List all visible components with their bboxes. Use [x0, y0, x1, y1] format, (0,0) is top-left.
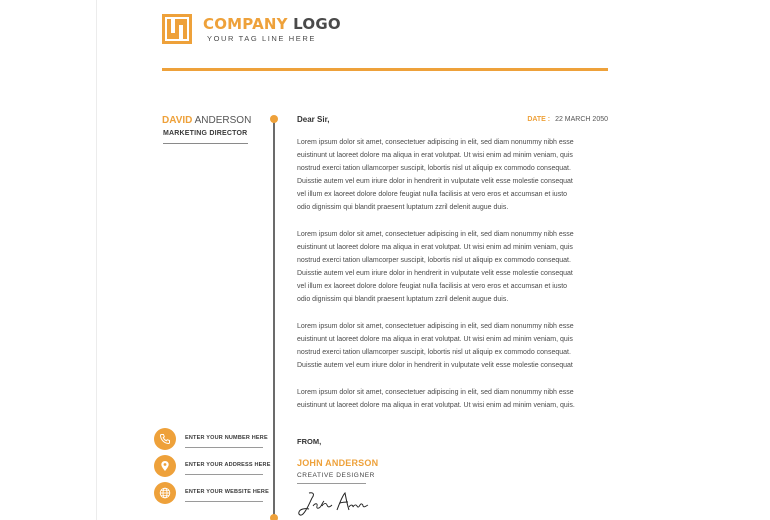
- date-label: DATE :: [527, 116, 551, 123]
- letter-paragraph-4: [297, 386, 610, 412]
- paragraph-line: Lorem ipsum dolor sit amet, consectetuer adipiscing in elit, sed diam nonummy nibh esse: [297, 323, 574, 330]
- sender-name: [162, 115, 251, 127]
- paragraph-line: euistinunt ut laoreet dolore ma aliqua in erat volutpat. Ut wisi enim ad minim veniam, quis: [297, 152, 573, 159]
- signer-divider: [297, 483, 366, 484]
- globe-icon: [154, 482, 176, 504]
- paragraph-line: nostrud exerci tation ullamcorper suscipit, lobortis nisl ut aliquip ex commodo consequat.: [297, 257, 571, 264]
- paragraph-line: Duisstie autem vel eum iriure dolor in hendrerit in vulputate velit esse molestie consequat: [297, 178, 573, 185]
- vertical-timeline: [273, 119, 275, 518]
- contact-phone: [154, 428, 269, 450]
- logo-company-word: COMPANY: [203, 15, 288, 33]
- sender-first-name: DAVID: [162, 115, 193, 126]
- timeline-dot-top: [270, 115, 278, 123]
- logo-word: LOGO: [293, 15, 341, 33]
- letter-paragraph-1: [297, 136, 610, 214]
- sender-last-name: ANDERSON: [194, 115, 252, 126]
- sender-divider: [163, 143, 248, 144]
- letter-paragraph-3: [297, 320, 610, 372]
- paragraph-line: nostrud exerci tation ullamcorper suscipit, lobortis nisl ut aliquip ex commodo consequat.: [297, 165, 571, 172]
- contact-address-underline: [185, 474, 263, 475]
- contact-phone-underline: [185, 447, 263, 448]
- page-left-edge: [96, 0, 97, 520]
- tagline: YOUR TAG LINE HERE: [207, 34, 316, 43]
- paragraph-line: vel illum ex laoreet dolore dolore feugiat nulla facilisis at vero eros et accumsan et iusto: [297, 191, 568, 198]
- paragraph-line: Duisstie autem vel eum iriure dolor in hendrerit in vulputate velit esse molestie consequat: [297, 362, 573, 369]
- paragraph-line: Duisstie autem vel eum iriure dolor in hendrerit in vulputate velit esse molestie consequat: [297, 270, 573, 277]
- paragraph-line: Lorem ipsum dolor sit amet, consectetuer adipiscing in elit, sed diam nonummy nibh esse: [297, 139, 574, 146]
- paragraph-line: odio dignissim qui blandit praesent luptatum zzril delenit augue duis.: [297, 204, 509, 211]
- date-value: 22 MARCH 2050: [555, 116, 608, 123]
- company-logo-icon: [162, 14, 192, 44]
- letter-paragraph-2: [297, 228, 610, 306]
- paragraph-line: odio dignissim qui blandit praesent luptatum zzril delenit augue duis.: [297, 296, 509, 303]
- contact-website-label: ENTER YOUR WEBSITE HERE: [185, 489, 269, 495]
- contact-address-label: ENTER YOUR ADDRESS HERE: [185, 462, 271, 468]
- sender-title: MARKETING DIRECTOR: [163, 130, 248, 137]
- paragraph-line: nostrud exerci tation ullamcorper suscipit, lobortis nisl ut aliquip ex commodo consequat.: [297, 349, 571, 356]
- location-pin-icon: [154, 455, 176, 477]
- signer-name: JOHN ANDERSON: [297, 458, 379, 468]
- paragraph-line: Lorem ipsum dolor sit amet, consectetuer adipiscing in elit, sed diam nonummy nibh esse: [297, 231, 574, 238]
- phone-icon: [154, 428, 176, 450]
- handwritten-signature: [297, 490, 372, 518]
- contact-website-underline: [185, 501, 263, 502]
- letter-date: [480, 116, 608, 123]
- from-label: FROM,: [297, 437, 322, 446]
- company-logo-text: [203, 16, 341, 32]
- paragraph-line: euistinunt ut laoreet dolore ma aliqua in erat volutpat. Ut wisi enim ad minim veniam, quis: [297, 336, 573, 343]
- paragraph-line: vel illum ex laoreet dolore dolore feugiat nulla facilisis at vero eros et accumsan et iusto: [297, 283, 568, 290]
- timeline-dot-bottom: [270, 514, 278, 520]
- contact-website: [154, 482, 269, 504]
- salutation: Dear Sir,: [297, 115, 330, 124]
- contact-phone-label: ENTER YOUR NUMBER HERE: [185, 435, 268, 441]
- paragraph-line: Lorem ipsum dolor sit amet, consectetuer adipiscing in elit, sed diam nonummy nibh esse: [297, 389, 574, 396]
- signer-title: CREATIVE DESIGNER: [297, 472, 375, 479]
- paragraph-line: euistinunt ut laoreet dolore ma aliqua in erat volutpat. Ut wisi enim ad minim veniam, quis: [297, 244, 573, 251]
- header-divider: [162, 68, 608, 71]
- contact-address: [154, 455, 269, 477]
- paragraph-line: euistinunt ut laoreet dolore ma aliqua in erat volutpat. Ut wisi enim ad minim veniam, quis.: [297, 402, 575, 409]
